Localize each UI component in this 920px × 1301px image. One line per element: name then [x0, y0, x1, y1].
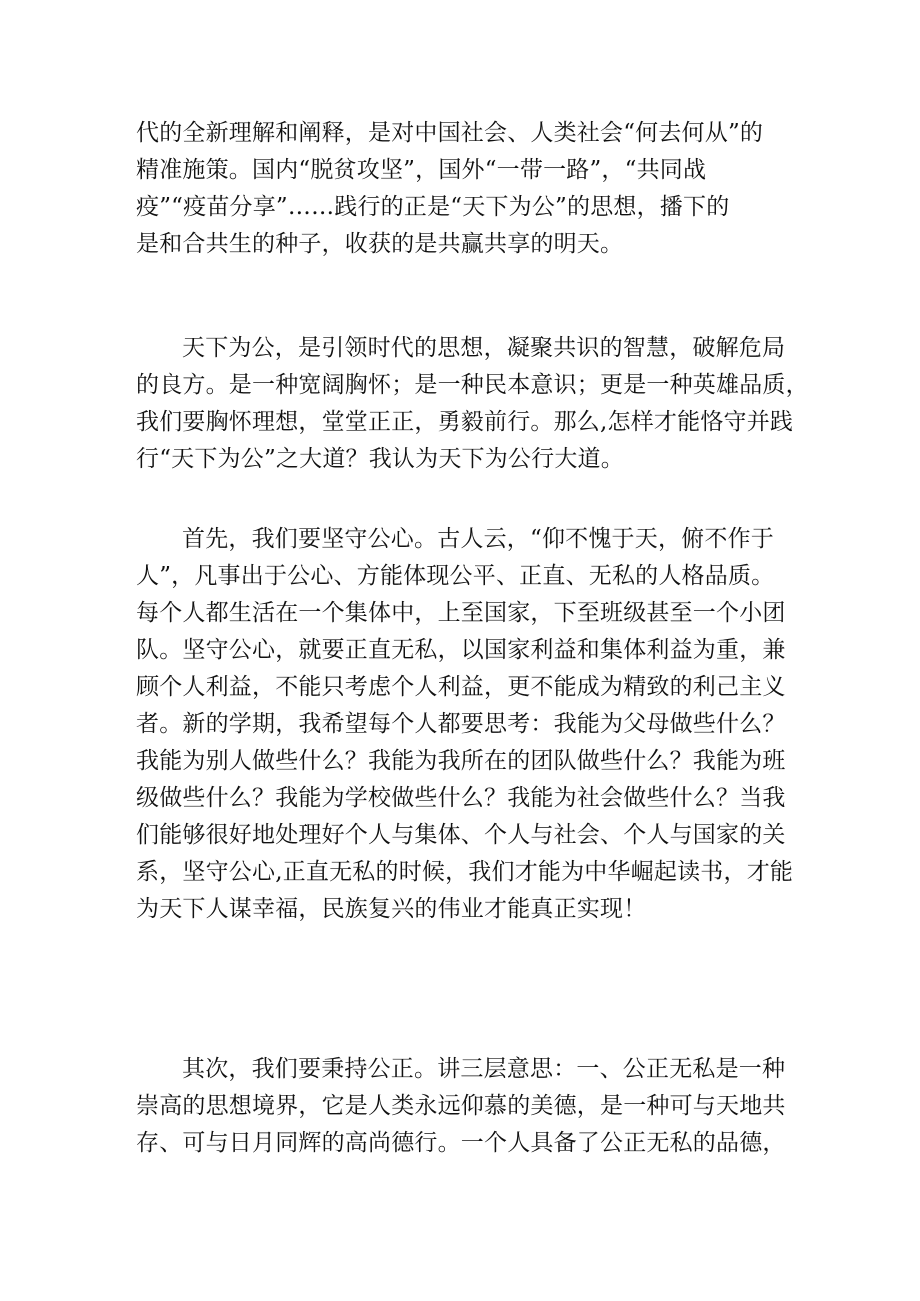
paragraph-line: 代的全新理解和阐释，是对中国社会、人类社会“何去何从”的 [136, 120, 764, 146]
paragraph-line: 的良方。是一种宽阔胸怀；是一种民本意识；更是一种英雄品质， [136, 372, 809, 398]
paragraph-line: 人”，凡事出于公心、方能体现公平、正直、无私的人格品质。 [136, 563, 775, 589]
paragraph-line: 行“天下为公”之大道？我认为天下为公行大道。 [136, 446, 624, 472]
paragraph-line: 我们要胸怀理想，堂堂正正，勇毅前行。那么,怎样才能恪守并践 [136, 409, 794, 435]
paragraph-line: 系，坚守公心,正直无私的时候，我们才能为中华崛起读书，才能 [136, 859, 794, 885]
paragraph-line: 为天下人谋幸福，民族复兴的伟业才能真正实现！ [136, 896, 647, 922]
paragraph-3 [136, 521, 800, 928]
paragraph-line: 是和合共生的种子，收获的是共赢共享的明天。 [136, 231, 624, 257]
paragraph-line: 首先，我们要坚守公心。古人云，“仰不愧于天，俯不作于 [182, 526, 774, 552]
paragraph-line: 存、可与日月同辉的高尚德行。一个人具备了公正无私的品德， [136, 1130, 786, 1156]
paragraph-line: 疫”“疫苗分享”……践行的正是“天下为公”的思想，播下的 [136, 194, 730, 220]
paragraph-line: 每个人都生活在一个集体中，上至国家，下至班级甚至一个小团 [136, 600, 786, 626]
paragraph-line: 级做些什么？我能为学校做些什么？我能为社会做些什么？当我 [136, 785, 786, 811]
paragraph-line: 队。坚守公心，就要正直无私，以国家利益和集体利益为重，兼 [136, 637, 786, 663]
paragraph-2 [136, 330, 809, 478]
paragraph-line: 其次，我们要秉持公正。讲三层意思：一、公正无私是一种 [182, 1056, 786, 1082]
paragraph-line: 精准施策。国内“脱贫攻坚”，国外“一带一路”，“共同战 [136, 157, 707, 183]
paragraph-line: 我能为别人做些什么？我能为我所在的团队做些什么？我能为班 [136, 748, 786, 774]
paragraph-4 [136, 1051, 800, 1162]
paragraph-line: 崇高的思想境界，它是人类永远仰慕的美德，是一种可与天地共 [136, 1093, 786, 1119]
paragraph-line: 者。新的学期，我希望每个人都要思考：我能为父母做些什么？ [136, 711, 786, 737]
paragraph-line: 们能够很好地处理好个人与集体、个人与社会、个人与国家的关 [136, 822, 786, 848]
paragraph-line: 顾个人利益，不能只考虑个人利益，更不能成为精致的利己主义 [136, 674, 786, 700]
paragraph-1 [136, 115, 800, 263]
paragraph-line: 天下为公，是引领时代的思想，凝聚共识的智慧，破解危局 [182, 335, 786, 361]
